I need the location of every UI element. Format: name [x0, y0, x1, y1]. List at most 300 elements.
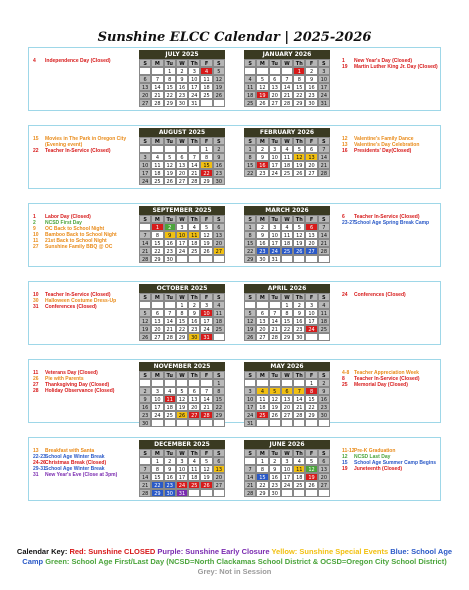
weekday-header: W [176, 59, 188, 67]
event-date: 11 [33, 370, 39, 376]
event-date: 13 [33, 448, 39, 454]
day-cell: 2 [269, 457, 281, 465]
day-cell: 14 [200, 395, 212, 403]
empty-cell [213, 333, 225, 341]
day-cell: 15 [256, 473, 268, 481]
day-cell: 9 [139, 395, 151, 403]
day-cell: 17 [269, 239, 281, 247]
day-cell: 3 [318, 67, 330, 75]
weekday-header: S [318, 137, 330, 145]
calendar-key [14, 547, 455, 577]
day-cell: 30 [188, 333, 200, 341]
day-cell: 23 [213, 169, 225, 177]
day-cell: 19 [293, 239, 305, 247]
event-text: Teacher Appreciation Week [354, 370, 419, 376]
day-cell: 14 [318, 231, 330, 239]
event-text: Teacher In-Service (Closed) [354, 214, 420, 220]
day-cell: 22 [293, 91, 305, 99]
weekday-header: S [318, 293, 330, 301]
weekday-header: Th [293, 137, 305, 145]
day-cell: 14 [188, 161, 200, 169]
empty-cell [139, 301, 151, 309]
weekday-header: Tu [269, 449, 281, 457]
day-cell: 17 [269, 161, 281, 169]
weekday-header: Tu [269, 293, 281, 301]
day-cell: 31 [269, 255, 281, 263]
day-cell: 22 [200, 169, 212, 177]
weekday-header: F [200, 371, 212, 379]
empty-cell [151, 379, 163, 387]
key-item-green: Green: School Age First/Last Day (NCSD=North Clackamas School District & OCSD=Oregon City School District) [45, 557, 447, 566]
day-cell: 3 [200, 301, 212, 309]
day-cell: 14 [164, 317, 176, 325]
day-cell: 1 [256, 457, 268, 465]
day-cell: 16 [256, 161, 268, 169]
empty-cell [281, 419, 293, 427]
day-cell: 3 [244, 387, 256, 395]
weekday-header: M [256, 137, 268, 145]
day-cell: 21 [139, 481, 151, 489]
day-cell: 11 [188, 465, 200, 473]
day-cell: 30 [164, 489, 176, 497]
day-cell: 24 [139, 177, 151, 185]
day-cell: 20 [188, 403, 200, 411]
day-cell: 16 [318, 395, 330, 403]
day-cell: 13 [305, 153, 317, 161]
empty-cell [318, 489, 330, 497]
weekday-header: M [151, 59, 163, 67]
empty-cell [269, 379, 281, 387]
empty-cell [139, 457, 151, 465]
day-cell: 6 [213, 223, 225, 231]
day-cell: 9 [188, 309, 200, 317]
weekday-header: Th [188, 449, 200, 457]
day-cell: 11 [293, 465, 305, 473]
key-item-blue: Blue: School Age Camp [22, 547, 453, 566]
empty-cell [244, 457, 256, 465]
event-list-right [342, 448, 452, 472]
empty-cell [305, 419, 317, 427]
event-text: Martin Luther King Jr. Day (Closed) [354, 64, 438, 70]
day-cell: 7 [151, 75, 163, 83]
month-calendar [139, 284, 225, 341]
empty-cell [305, 333, 317, 341]
event-text: Juneteenth (Closed) [354, 466, 403, 472]
day-cell: 1 [164, 67, 176, 75]
event-date: 1 [33, 214, 36, 220]
event-date: 28 [33, 388, 39, 394]
day-cell: 22 [164, 91, 176, 99]
event-text: Bamboo Back to School Night [45, 232, 117, 238]
event-text: Pie with Parents [45, 376, 84, 382]
day-cell: 6 [305, 145, 317, 153]
event-text: New Year's Eve (Close at 3pm) [45, 472, 118, 478]
day-cell: 28 [151, 99, 163, 107]
day-cell: 2 [256, 223, 268, 231]
weekday-header: S [244, 371, 256, 379]
day-cell: 7 [269, 309, 281, 317]
empty-cell [176, 379, 188, 387]
event-list-left [33, 448, 143, 478]
day-cell: 14 [293, 395, 305, 403]
day-cell: 8 [256, 465, 268, 473]
day-cell: 13 [256, 317, 268, 325]
day-cell: 10 [200, 309, 212, 317]
day-cell: 17 [318, 83, 330, 91]
empty-cell [176, 255, 188, 263]
month-calendar [244, 50, 330, 107]
event-date: 12 [342, 454, 348, 460]
day-cell: 18 [244, 91, 256, 99]
day-cell: 17 [151, 403, 163, 411]
day-cell: 15 [244, 161, 256, 169]
page-title: Sunshine ELCC Calendar | 2025-2026 [97, 30, 372, 45]
day-cell: 10 [318, 75, 330, 83]
day-cell: 25 [151, 177, 163, 185]
day-cell: 8 [293, 75, 305, 83]
month-calendar [139, 440, 225, 497]
day-cell: 30 [305, 99, 317, 107]
day-cell: 10 [188, 75, 200, 83]
day-cell: 26 [164, 177, 176, 185]
empty-cell [213, 255, 225, 263]
day-cell: 22 [151, 247, 163, 255]
weekday-header: M [151, 137, 163, 145]
event-text: Pre-K Graduation [354, 448, 396, 454]
month-title: JANUARY 2026 [244, 50, 330, 59]
day-cell: 8 [305, 387, 317, 395]
event-item [33, 148, 143, 154]
weekday-header: W [281, 449, 293, 457]
day-cell: 22 [305, 403, 317, 411]
event-date: 24 [342, 292, 348, 298]
event-date: 11 [33, 238, 39, 244]
event-date: 27 [33, 244, 39, 250]
day-cell: 12 [176, 395, 188, 403]
day-cell: 27 [139, 99, 151, 107]
event-text: Sunshine Family BBQ @ OC [45, 244, 113, 250]
day-cell: 28 [244, 489, 256, 497]
day-cell: 26 [293, 169, 305, 177]
event-text: Veterans Day (Closed) [45, 370, 98, 376]
day-cell: 23 [256, 169, 268, 177]
day-cell: 24 [151, 411, 163, 419]
day-cell: 25 [200, 91, 212, 99]
empty-cell [305, 255, 317, 263]
day-cell: 27 [176, 177, 188, 185]
empty-cell [244, 67, 256, 75]
empty-cell [188, 489, 200, 497]
day-cell: 25 [188, 481, 200, 489]
event-item [33, 304, 143, 310]
month-grid [139, 293, 225, 341]
day-cell: 5 [293, 223, 305, 231]
weekday-header: M [151, 371, 163, 379]
day-cell: 4 [200, 67, 212, 75]
day-cell: 24 [176, 481, 188, 489]
day-cell: 26 [213, 91, 225, 99]
day-cell: 7 [200, 387, 212, 395]
day-cell: 13 [318, 465, 330, 473]
day-cell: 13 [151, 317, 163, 325]
day-cell: 23 [305, 91, 317, 99]
day-cell: 19 [244, 325, 256, 333]
event-text: Teacher In-Service (Closed) [45, 148, 111, 154]
month-grid [244, 59, 330, 107]
event-item [33, 472, 143, 478]
day-cell: 17 [305, 317, 317, 325]
day-cell: 5 [256, 75, 268, 83]
day-cell: 8 [151, 231, 163, 239]
event-text: New Year's Day (Closed) [354, 58, 413, 64]
empty-cell [188, 255, 200, 263]
day-cell: 2 [305, 67, 317, 75]
day-cell: 23 [293, 325, 305, 333]
day-cell: 14 [281, 83, 293, 91]
event-text: Movies in The Park in Oregon City (Evening event) [45, 136, 127, 148]
day-cell: 14 [318, 153, 330, 161]
day-cell: 26 [200, 247, 212, 255]
weekday-header: Th [293, 449, 305, 457]
day-cell: 19 [305, 473, 317, 481]
day-cell: 20 [269, 91, 281, 99]
day-cell: 11 [200, 75, 212, 83]
weekday-header: M [256, 215, 268, 223]
day-cell: 22 [244, 247, 256, 255]
day-cell: 14 [139, 239, 151, 247]
day-cell: 5 [213, 67, 225, 75]
day-cell: 11 [151, 161, 163, 169]
month-calendar [244, 128, 330, 177]
weekday-header: M [151, 449, 163, 457]
day-cell: 29 [151, 255, 163, 263]
day-cell: 21 [188, 169, 200, 177]
day-cell: 13 [281, 395, 293, 403]
day-cell: 29 [176, 333, 188, 341]
day-cell: 18 [200, 83, 212, 91]
day-cell: 29 [244, 255, 256, 263]
day-cell: 11 [281, 153, 293, 161]
weekday-header: W [176, 215, 188, 223]
weekday-header: Th [188, 371, 200, 379]
day-cell: 30 [318, 411, 330, 419]
day-cell: 12 [293, 231, 305, 239]
day-cell: 3 [176, 457, 188, 465]
weekday-header: S [213, 371, 225, 379]
day-cell: 29 [293, 99, 305, 107]
event-text: NCSD First Day [45, 220, 82, 226]
weekday-header: F [305, 371, 317, 379]
weekday-header: W [176, 137, 188, 145]
month-title: AUGUST 2025 [139, 128, 225, 137]
day-cell: 7 [293, 387, 305, 395]
weekday-header: Tu [164, 137, 176, 145]
empty-cell [269, 419, 281, 427]
event-date: 22-23 [33, 454, 46, 460]
event-list-right [342, 214, 452, 226]
day-cell: 1 [213, 379, 225, 387]
empty-cell [293, 489, 305, 497]
day-cell: 21 [244, 481, 256, 489]
empty-cell [151, 67, 163, 75]
day-cell: 24 [305, 325, 317, 333]
day-cell: 3 [269, 223, 281, 231]
day-cell: 28 [188, 177, 200, 185]
day-cell: 12 [139, 317, 151, 325]
day-cell: 10 [176, 465, 188, 473]
weekday-header: M [256, 59, 268, 67]
month-calendar [139, 206, 225, 263]
day-cell: 9 [256, 231, 268, 239]
key-item-purple: Purple: Sunshine Early Closure [157, 547, 270, 556]
weekday-header: S [244, 137, 256, 145]
event-text: School Age Spring Break Camp [354, 220, 430, 226]
day-cell: 17 [176, 239, 188, 247]
day-cell: 11 [281, 231, 293, 239]
empty-cell [188, 145, 200, 153]
day-cell: 12 [213, 75, 225, 83]
day-cell: 8 [151, 465, 163, 473]
event-item [33, 388, 143, 394]
month-title: MARCH 2026 [244, 206, 330, 215]
day-cell: 24 [244, 411, 256, 419]
day-cell: 31 [188, 99, 200, 107]
event-date: 24-26 [33, 460, 46, 466]
day-cell: 13 [213, 231, 225, 239]
day-cell: 26 [200, 481, 212, 489]
event-item [342, 292, 452, 298]
empty-cell [139, 67, 151, 75]
month-row [28, 125, 441, 189]
weekday-header: S [139, 371, 151, 379]
event-text: Teacher In-Service (Closed) [45, 292, 111, 298]
day-cell: 18 [188, 239, 200, 247]
event-date: 6 [342, 214, 345, 220]
day-cell: 30 [256, 255, 268, 263]
day-cell: 1 [293, 67, 305, 75]
day-cell: 22 [176, 325, 188, 333]
weekday-header: Tu [164, 293, 176, 301]
weekday-header: S [318, 371, 330, 379]
weekday-header: W [281, 137, 293, 145]
weekday-header: F [200, 137, 212, 145]
day-cell: 22 [256, 481, 268, 489]
weekday-header: Tu [164, 215, 176, 223]
event-text: Valentine's Family Dance [354, 136, 414, 142]
day-cell: 1 [200, 145, 212, 153]
calendar-key-label: Calendar Key: [16, 547, 68, 556]
event-date: 25 [342, 382, 348, 388]
event-list-right [342, 58, 452, 70]
event-list-left [33, 136, 143, 154]
day-cell: 9 [213, 153, 225, 161]
day-cell: 11 [256, 395, 268, 403]
day-cell: 20 [256, 325, 268, 333]
empty-cell [281, 255, 293, 263]
day-cell: 21 [318, 239, 330, 247]
event-text: Valentine's Day Celebration [354, 142, 420, 148]
weekday-header: F [305, 59, 317, 67]
weekday-header: W [176, 293, 188, 301]
day-cell: 16 [139, 403, 151, 411]
day-cell: 16 [256, 239, 268, 247]
empty-cell [293, 255, 305, 263]
empty-cell [164, 145, 176, 153]
day-cell: 4 [256, 387, 268, 395]
day-cell: 31 [318, 99, 330, 107]
day-cell: 15 [281, 317, 293, 325]
day-cell: 16 [164, 473, 176, 481]
month-calendar [244, 440, 330, 497]
empty-cell [139, 223, 151, 231]
day-cell: 5 [176, 387, 188, 395]
day-cell: 18 [213, 317, 225, 325]
day-cell: 13 [269, 83, 281, 91]
day-cell: 2 [188, 301, 200, 309]
weekday-header: Th [293, 215, 305, 223]
weekday-header: Th [188, 215, 200, 223]
day-cell: 25 [164, 411, 176, 419]
day-cell: 26 [269, 411, 281, 419]
day-cell: 9 [164, 231, 176, 239]
day-cell: 31 [200, 333, 212, 341]
day-cell: 28 [139, 255, 151, 263]
day-cell: 23 [188, 325, 200, 333]
day-cell: 21 [151, 91, 163, 99]
day-cell: 1 [151, 457, 163, 465]
weekday-header: Th [188, 293, 200, 301]
day-cell: 11 [318, 309, 330, 317]
day-cell: 31 [176, 489, 188, 497]
month-grid [139, 137, 225, 185]
event-item [342, 220, 452, 226]
day-cell: 29 [213, 411, 225, 419]
day-cell: 20 [281, 403, 293, 411]
day-cell: 18 [164, 403, 176, 411]
event-date: 10 [33, 292, 39, 298]
weekday-header: S [139, 137, 151, 145]
month-calendar [244, 206, 330, 263]
day-cell: 10 [244, 395, 256, 403]
day-cell: 10 [281, 465, 293, 473]
day-cell: 1 [176, 301, 188, 309]
event-date: 9 [33, 226, 36, 232]
empty-cell [176, 419, 188, 427]
event-text: NCSD Last Day [354, 454, 391, 460]
day-cell: 16 [305, 83, 317, 91]
weekday-header: S [244, 215, 256, 223]
event-date: 2 [33, 220, 36, 226]
day-cell: 30 [176, 99, 188, 107]
empty-cell [151, 301, 163, 309]
day-cell: 16 [293, 317, 305, 325]
day-cell: 5 [293, 145, 305, 153]
day-cell: 20 [305, 161, 317, 169]
weekday-header: M [151, 293, 163, 301]
month-row [28, 359, 441, 427]
weekday-header: F [200, 449, 212, 457]
weekday-header: S [213, 293, 225, 301]
month-title: JUNE 2026 [244, 440, 330, 449]
day-cell: 9 [318, 387, 330, 395]
day-cell: 12 [200, 231, 212, 239]
event-text: Breakfast with Santa [45, 448, 95, 454]
event-item [33, 136, 143, 148]
day-cell: 7 [164, 309, 176, 317]
month-calendar [139, 128, 225, 185]
day-cell: 3 [151, 387, 163, 395]
day-cell: 10 [305, 309, 317, 317]
